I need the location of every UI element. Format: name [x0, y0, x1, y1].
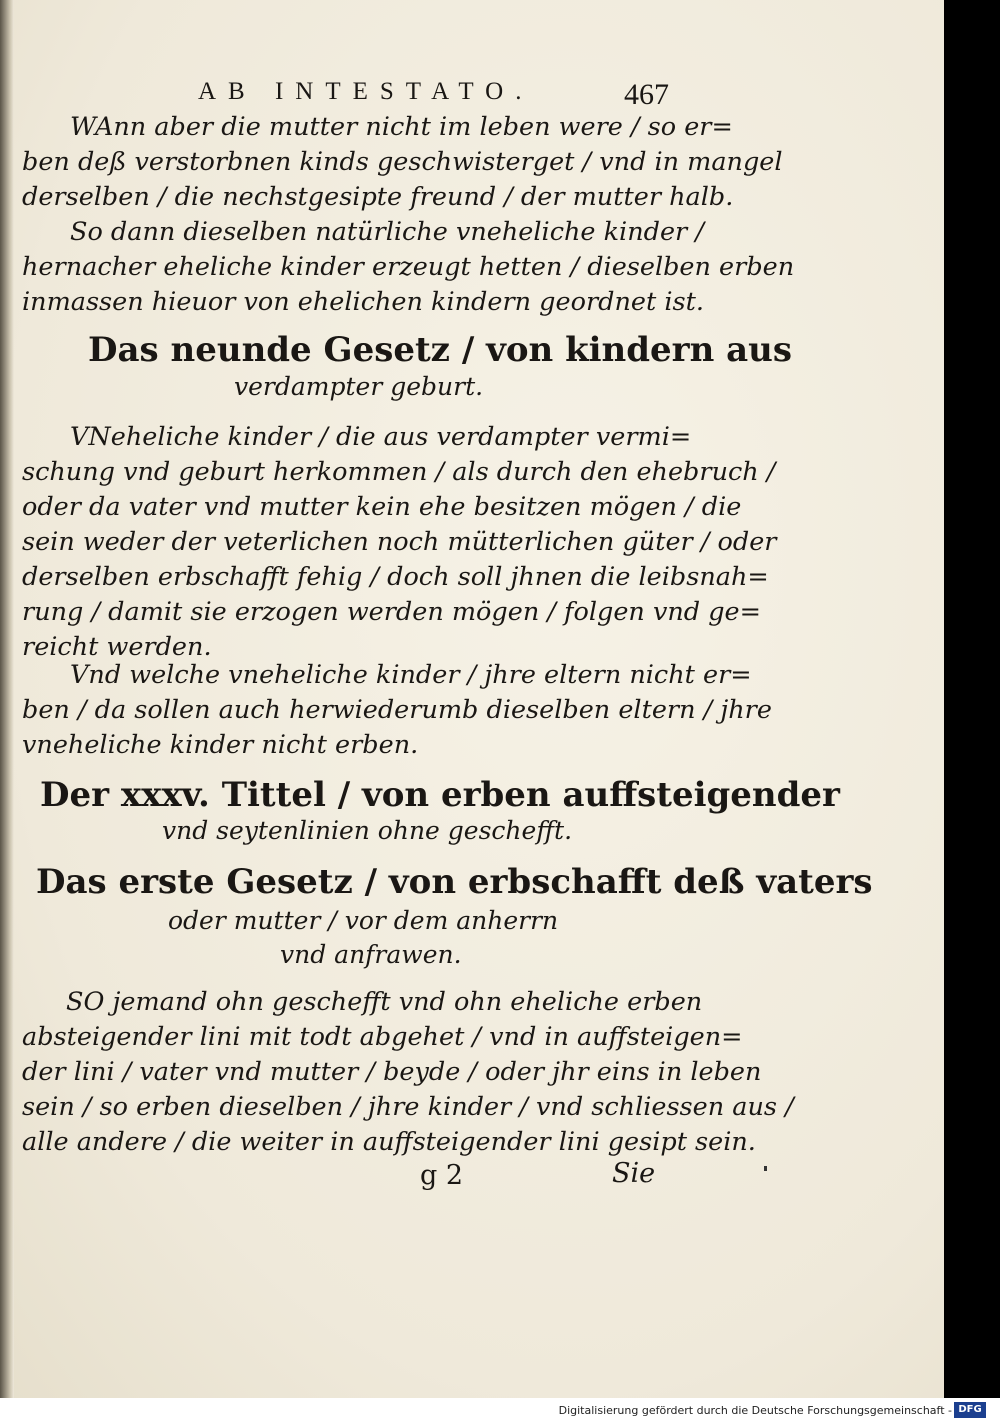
title-subheading: vnd seytenlinien ohne geschefft.	[162, 816, 573, 845]
text-line: sein / so erben dieselben / jhre kinder / vnd schliessen aus /	[22, 1092, 794, 1122]
text-line: So dann dieselben natürliche vneheliche kinder /	[70, 217, 704, 247]
signature-mark: g 2	[420, 1160, 464, 1191]
text-line: rung / damit sie erzogen werden mögen / folgen vnd ge=	[22, 597, 761, 627]
section-subheading: verdampter geburt.	[234, 372, 484, 401]
text-line: vneheliche kinder nicht erben.	[22, 730, 419, 760]
ink-mark	[764, 1166, 767, 1171]
section-heading: Das neunde Gesetz / von kindern aus	[88, 330, 793, 370]
dfg-logo: DFG	[954, 1402, 986, 1418]
section-heading: Das erste Gesetz / von erbschafft deß vaters	[36, 862, 873, 902]
catchword: Sie	[612, 1158, 656, 1189]
page-number: 467	[624, 78, 669, 111]
section-subheading: oder mutter / vor dem anherrn	[168, 906, 559, 935]
text-line: oder da vater vnd mutter kein ehe besitzen mögen / die	[22, 492, 742, 522]
text-line: ben deß verstorbnen kinds geschwisterget / vnd in mangel	[22, 147, 783, 177]
text-line: derselben / die nechstgesipte freund / der mutter halb.	[22, 182, 734, 212]
text-line: derselben erbschafft fehig / doch soll jhnen die leibsnah=	[22, 562, 769, 592]
footer-credit: Digitalisierung gefördert durch die Deutsche Forschungsgemeinschaft -	[558, 1404, 952, 1417]
text-line: reicht werden.	[22, 632, 212, 662]
text-line: inmassen hieuor von ehelichen kindern geordnet ist.	[22, 287, 704, 317]
text-line: absteigender lini mit todt abgehet / vnd in auffsteigen=	[22, 1022, 743, 1052]
text-line: schung vnd geburt herkommen / als durch den ehebruch /	[22, 457, 776, 487]
text-line: Vnd welche vneheliche kinder / jhre eltern nicht er=	[70, 660, 752, 690]
title-heading: Der xxxv. Tittel / von erben auffsteigender	[40, 775, 840, 815]
text-line: alle andere / die weiter in auffsteigender lini gesipt sein.	[22, 1127, 756, 1157]
text-line: SO jemand ohn geschefft vnd ohn eheliche erben	[66, 987, 703, 1017]
text-line: VNeheliche kinder / die aus verdampter vermi=	[70, 422, 692, 452]
text-line: hernacher eheliche kinder erzeugt hetten / dieselben erben	[22, 252, 795, 282]
section-subheading: vnd anfrawen.	[280, 940, 462, 969]
page-gutter	[0, 0, 14, 1398]
text-line: ben / da sollen auch herwiederumb dieselben eltern / jhre	[22, 695, 772, 725]
text-line: sein weder der veterlichen noch mütterlichen güter / oder	[22, 527, 777, 557]
text-line: der lini / vater vnd mutter / beyde / oder jhr eins in leben	[22, 1057, 762, 1087]
text-line: WAnn aber die mutter nicht im leben were / so er=	[70, 112, 733, 142]
running-head: AB INTESTATO.	[198, 78, 534, 105]
